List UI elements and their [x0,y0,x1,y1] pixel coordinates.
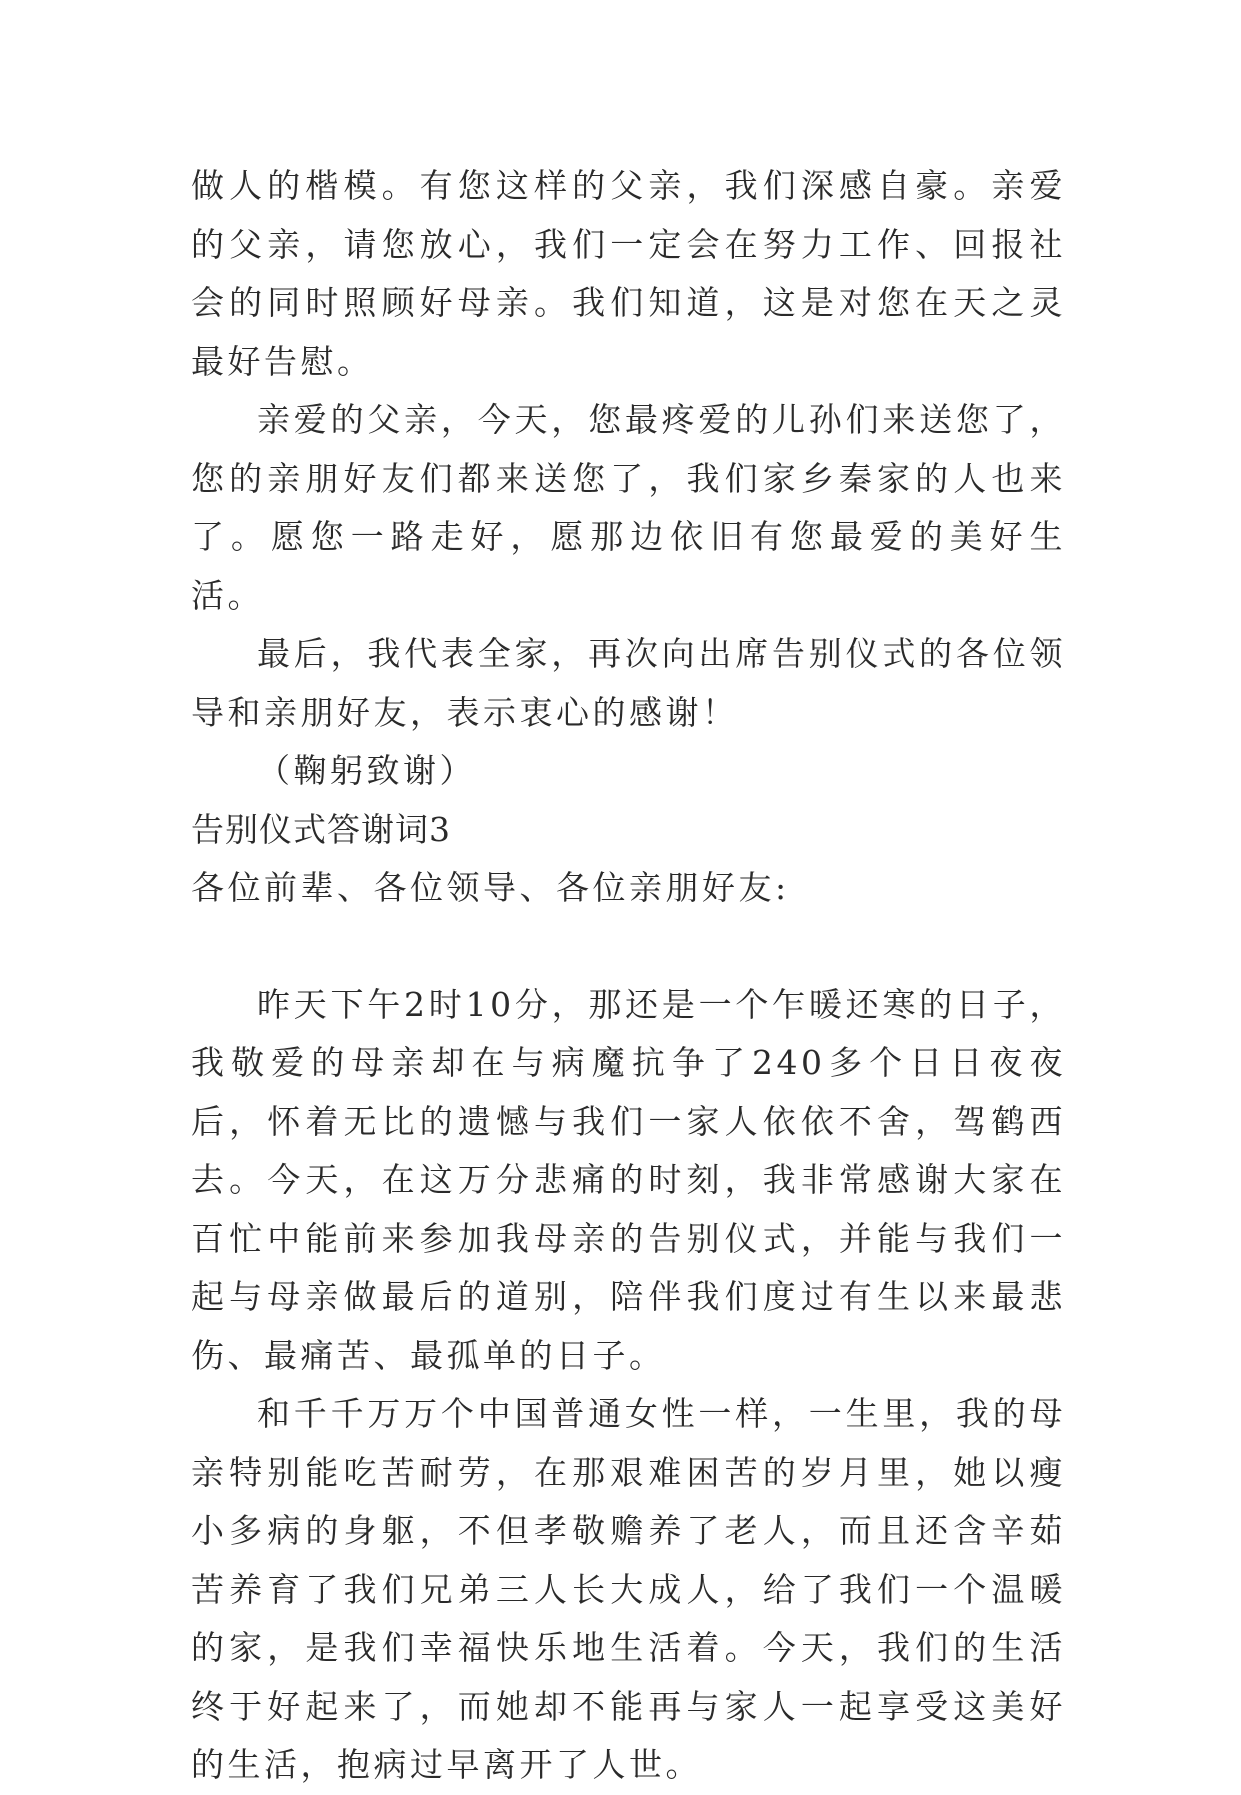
paragraph-mother-life: 和千千万万个中国普通女性一样，一生里，我的母亲特别能吃苦耐劳，在那艰难困苦的岁月里，她以瘦小多病的身躯，不但孝敬赡养了老人，而且还含辛茹苦养育了我们兄弟三人长大成人，给了我们一个温暖的家，是我们幸福快乐地生活着。今天，我们的生活终于好起来了，而她却不能再与家人一起享受这美好的生活，抱病过早离开了人世。 [191,1394,1066,1784]
paragraph-continuation: 做人的楷模。有您这样的父亲，我们深感自豪。亲爱的父亲，请您放心，我们一定会在努力工作、回报社会的同时照顾好母亲。我们知道，这是对您在天之灵最好告慰。 [191,166,1066,381]
paragraph-mother-passing: 昨天下午2时10分，那还是一个乍暖还寒的日子，我敬爱的母亲却在与病魔抗争了240多个日日夜夜后，怀着无比的遗憾与我们一家人依依不舍，驾鹤西去。今天，在这万分悲痛的时刻，我非常感谢大家在百忙中能前来参加我母亲的告别仪式，并能与我们一起与母亲做最后的道别，陪伴我们度过有生以来最悲伤、最痛苦、最孤单的日子。 [191,984,1066,1375]
section-title: 告别仪式答谢词3 [191,809,451,849]
paragraph-thanks: 最后，我代表全家，再次向出席告别仪式的各位领导和亲朋好友，表示衷心的感谢！ [191,634,1066,732]
paragraph-farewell: 亲爱的父亲，今天，您最疼爱的儿孙们来送您了，您的亲朋好友们都来送您了，我们家乡秦家的人也来了。愿您一路走好，愿那边依旧有您最爱的美好生活。 [191,400,1066,615]
document-body [191,157,1066,1795]
blank-line [191,918,1066,976]
bow-note: （鞠躬致谢） [257,751,476,790]
salutation: 各位前辈、各位领导、各位亲朋好友: [191,868,790,907]
